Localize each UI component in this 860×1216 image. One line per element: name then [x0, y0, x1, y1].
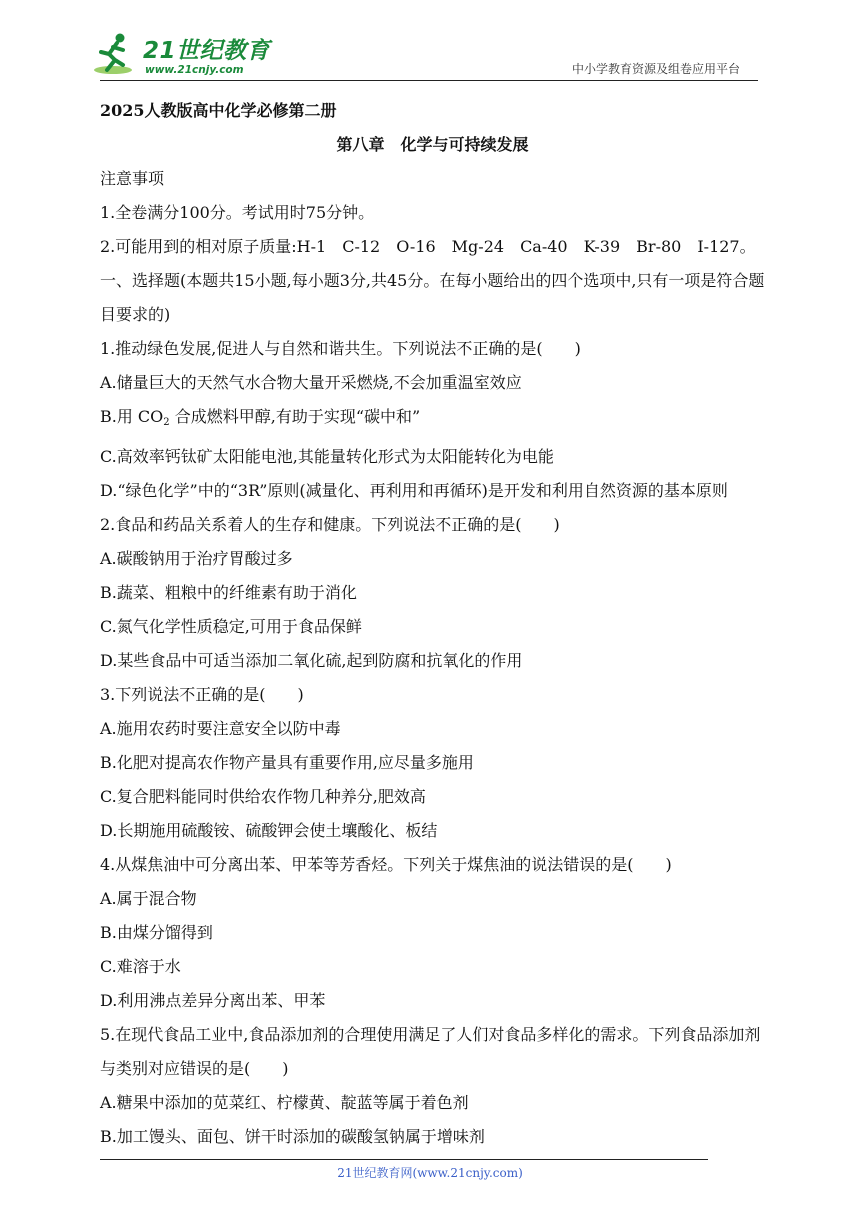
- question-1-option-b: [100, 400, 765, 440]
- book-title: 2025人教版高中化学必修第二册: [100, 101, 337, 120]
- question-2-option-a: A.碳酸钠用于治疗胃酸过多: [100, 549, 293, 568]
- question-1-option-d: D.“绿色化学”中的“3R”原则(减量化、再利用和再循环)是开发和利用自然资源的基本原则: [100, 481, 728, 500]
- question-3-option-a: A.施用农药时要注意安全以防中毒: [100, 719, 341, 738]
- question-4-option-a: A.属于混合物: [100, 889, 197, 908]
- question-4-option-b: B.由煤分馏得到: [100, 923, 213, 942]
- logo-url: www.21cnjy.com: [145, 64, 244, 76]
- brand-logo[interactable]: [93, 30, 271, 80]
- question-5-option-b: B.加工馒头、面包、饼干时添加的碳酸氢钠属于增味剂: [100, 1127, 485, 1146]
- question-1-option-a: A.储量巨大的天然气水合物大量开采燃烧,不会加重温室效应: [100, 373, 522, 392]
- option-b-prefix: B.用 CO: [100, 407, 164, 426]
- chapter-title: 第八章 化学与可持续发展: [336, 135, 529, 154]
- question-2-stem: 2.食品和药品关系着人的生存和健康。下列说法不正确的是( ): [100, 515, 560, 534]
- question-2-option-c: C.氮气化学性质稳定,可用于食品保鲜: [100, 617, 362, 636]
- platform-tagline: 中小学教育资源及组卷应用平台: [572, 62, 741, 76]
- question-3-option-b: B.化肥对提高农作物产量具有重要作用,应尽量多施用: [100, 753, 474, 772]
- question-5-stem: 5.在现代食品工业中,食品添加剂的合理使用满足了人们对食品多样化的需求。下列食品添加剂与类别对应错误的是( ): [100, 1025, 761, 1078]
- footer-divider: [100, 1159, 708, 1160]
- notes-title: 注意事项: [100, 169, 165, 188]
- footer-link[interactable]: 21世纪教育网(www.21cnjy.com): [337, 1166, 523, 1180]
- question-2-option-b: B.蔬菜、粗粮中的纤维素有助于消化: [100, 583, 357, 602]
- runner-logo-icon: [93, 32, 135, 76]
- question-4-option-c: C.难溶于水: [100, 957, 181, 976]
- question-5-option-a: A.糖果中添加的苋菜红、柠檬黄、靛蓝等属于着色剂: [100, 1093, 469, 1112]
- question-3-option-d: D.长期施用硫酸铵、硫酸钾会使土壤酸化、板结: [100, 821, 438, 840]
- logo-wordmark: 21世纪教育: [143, 38, 271, 64]
- question-1-option-c: C.高效率钙钛矿太阳能电池,其能量转化形式为太阳能转化为电能: [100, 447, 554, 466]
- question-2-option-d: D.某些食品中可适当添加二氧化硫,起到防腐和抗氧化的作用: [100, 651, 523, 670]
- header-divider: [100, 80, 758, 81]
- subscript-2: 2: [163, 417, 170, 428]
- note-2: 2.可能用到的相对原子质量:H-1 C-12 O-16 Mg-24 Ca-40 K-39 Br-80 I-127。: [100, 237, 756, 256]
- question-4-stem: 4.从煤焦油中可分离出苯、甲苯等芳香烃。下列关于煤焦油的说法错误的是( ): [100, 855, 672, 874]
- question-3-option-c: C.复合肥料能同时供给农作物几种养分,肥效高: [100, 787, 426, 806]
- question-1-stem: 1.推动绿色发展,促进人与自然和谐共生。下列说法不正确的是( ): [100, 339, 581, 358]
- page-header: [0, 0, 860, 90]
- section-heading: 一、选择题(本题共15小题,每小题3分,共45分。在每小题给出的四个选项中,只有一项是符合题目要求的): [100, 271, 765, 324]
- document-body: [100, 94, 765, 1154]
- option-b-suffix: 合成燃料甲醇,有助于实现“碳中和”: [169, 407, 421, 426]
- question-3-stem: 3.下列说法不正确的是( ): [100, 685, 304, 704]
- question-4-option-d: D.利用沸点差异分离出苯、甲苯: [100, 991, 326, 1010]
- note-1: 1.全卷满分100分。考试用时75分钟。: [100, 203, 375, 222]
